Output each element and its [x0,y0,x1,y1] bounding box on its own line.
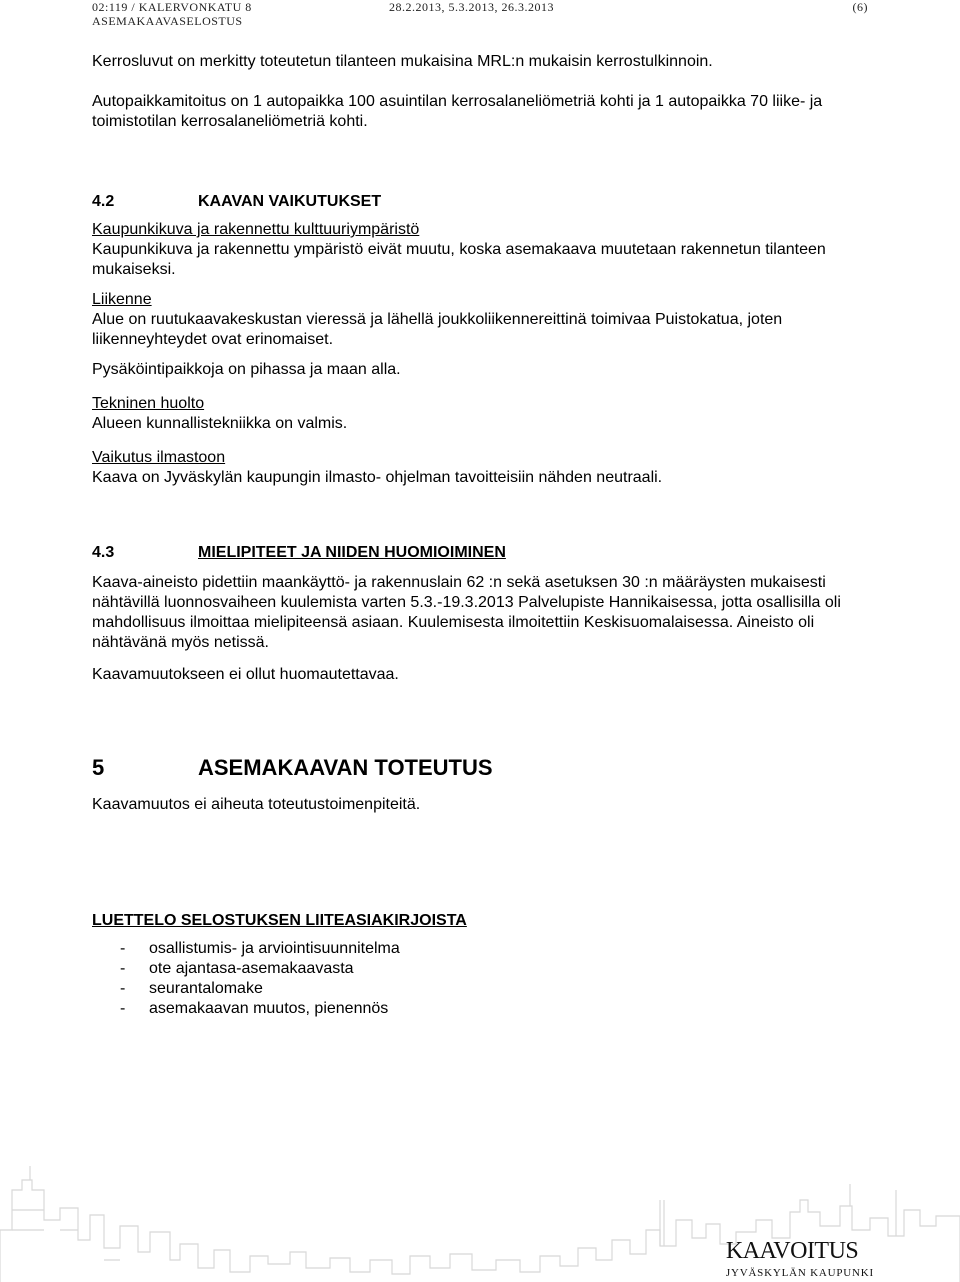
townscape-text: Kaupunkikuva ja rakennettu ympäristö eivät muutu, koska asemakaava muutetaan rakennetun tilanteen mukaiseksi. [92,241,826,278]
section-title: MIELIPITEET JA NIIDEN HUOMIOIMINEN [198,544,506,561]
list-item: - asemakaavan muutos, pienennös [120,1000,389,1017]
kaavoitus-logo [726,1238,874,1279]
section-title: KAAVAN VAIKUTUKSET [198,193,382,210]
logo-name: KAAVOITUS [725,1238,859,1264]
section-4-2-heading [92,192,872,212]
traffic-text: Alue on ruutukaavakeskustan vieressä ja lähellä joukkoliikennereittinä toimivaa Puistokatua, joten liikenneyhteydet ovat erinomaiset. [92,311,783,348]
header-doc-type: ASEMAKAAVASELOSTUS [92,14,243,28]
opinions-text: Kaava-aineisto pidettiin maankäyttö- ja rakennuslain 62 :n sekä asetuksen 30 :n määräysten mukaisesti nähtävillä luonnosvaiheen kuulemista varten 5.3.-19.3.2013 Palvelupiste Hannikaisessa, jotta osallisilla oli mahdollisuus ilmoittaa mielipiteensä asiaan. Kuulemisesta ilmoitettiin Keskisuomalaisessa. Aineisto oli nähtävänä myös netissä. [92,574,841,651]
header-project: 02:119 / KALERVONKATU 8 [92,0,252,14]
list-item: - osallistumis- ja arviointisuunnitelma [120,940,400,957]
intro-paragraph-2: Autopaikkamitoitus on 1 autopaikka 100 asuintilan kerrosalaneliömetriä kohti ja 1 autopaikka 70 liike- ja toimistotilan kerrosalaneliömetriä kohti. [92,93,823,130]
section-title: ASEMAKAAVAN TOTEUTUS [198,755,493,780]
header-dates: 28.2.2013, 5.3.2013, 26.3.2013 [389,0,554,14]
appendix-heading: LUETTELO SELOSTUKSEN LIITEASIAKIRJOISTA [92,912,467,929]
section-5-heading [92,755,872,781]
technical-text: Alueen kunnallistekniikka on valmis. [92,415,348,432]
list-item: - seurantalomake [120,980,263,997]
parking-text: Pysäköintipaikkoja on pihassa ja maan alla. [92,361,401,378]
no-remarks-text: Kaavamuutokseen ei ollut huomautettavaa. [92,666,399,683]
document-body [92,52,872,1019]
climate-text: Kaava on Jyväskylän kaupungin ilmasto- ohjelman tavoitteisiin nähden neutraali. [92,469,663,486]
section-number: 5 [92,755,105,780]
section-4-3-heading [92,543,872,563]
section-number: 4.2 [92,193,115,210]
subheading-climate: Vaikutus ilmastoon [92,449,226,466]
page-number: (6) [852,0,868,14]
implementation-text: Kaavamuutos ei aiheuta toteutustoimenpiteitä. [92,796,421,813]
appendix-list [92,939,872,1019]
subheading-townscape: Kaupunkikuva ja rakennettu kulttuuriympäristö [92,221,420,238]
page-header [92,0,868,34]
subheading-technical: Tekninen huolto [92,395,205,412]
section-number: 4.3 [92,544,115,561]
intro-paragraph-1: Kerrosluvut on merkitty toteutetun tilanteen mukaisina MRL:n mukaisin kerrostulkinnoin. [92,53,713,70]
subheading-traffic: Liikenne [92,291,152,308]
logo-city: JYVÄSKYLÄN KAUPUNKI [725,1267,874,1279]
list-item: - ote ajantasa-asemakaavasta [120,960,354,977]
